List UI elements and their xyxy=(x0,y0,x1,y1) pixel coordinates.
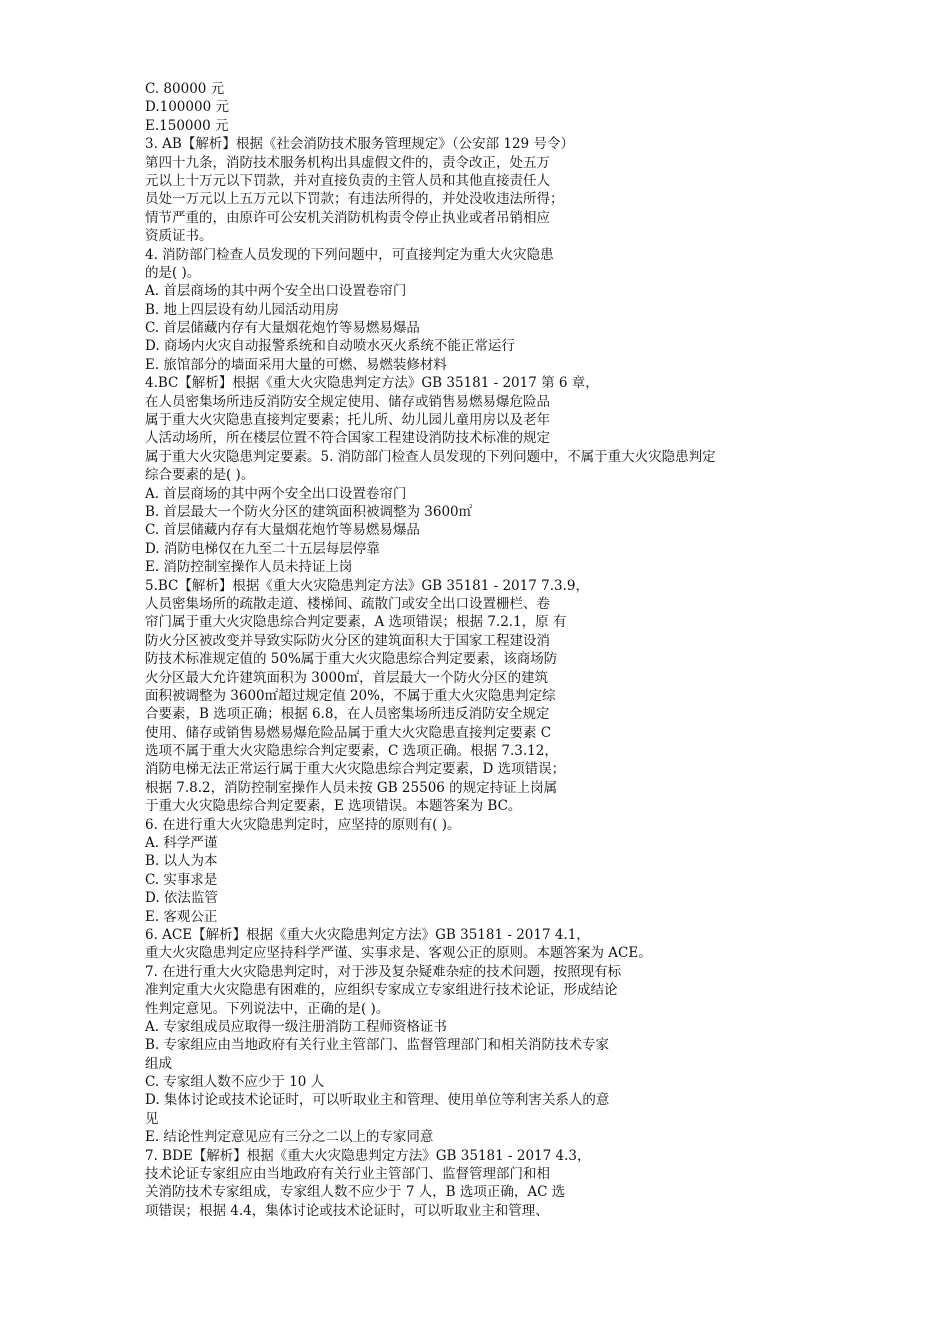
text-line: 第四十九条，消防技术服务机构出具虚假文件的，责令改正，处五万 xyxy=(145,154,550,171)
text-line: 项错误；根据 4.4，集体讨论或技术论证时，可以听取业主和管理、 xyxy=(145,1202,549,1219)
text-line: E. 客观公正 xyxy=(145,908,218,925)
text-line: 消防电梯无法正常运行属于重大火灾隐患综合判定要素，D 选项错误； xyxy=(145,761,566,778)
text-line: D.100000 元 xyxy=(145,99,229,116)
text-line: 在人员密集场所违反消防安全规定使用、储存或销售易燃易爆危险品 xyxy=(145,393,550,410)
text-line: A. 首层商场的其中两个安全出口设置卷帘门 xyxy=(145,283,407,300)
text-line: D. 消防电梯仅在九至二十五层每层停靠 xyxy=(145,540,380,557)
text-line: 资质证书。 xyxy=(145,228,213,245)
text-line: 6. 在进行重大火灾隐患判定时，应坚持的原则有( )。 xyxy=(145,816,461,833)
text-line: 面积被调整为 3600㎡超过规定值 20%，不属于重大火灾隐患判定综 xyxy=(145,687,556,704)
text-line: 员处一万元以上五万元以下罚款；有违法所得的，并处没收违法所得； xyxy=(145,191,564,208)
text-line: A. 首层商场的其中两个安全出口设置卷帘门 xyxy=(145,485,407,502)
text-line: 4.BC【解析】根据《重大火灾隐患判定方法》GB 35181 - 2017 第 6 章， xyxy=(145,375,599,392)
text-line: B. 专家组应由当地政府有关行业主管部门、监督管理部门和相关消防技术专家 xyxy=(145,1037,610,1054)
text-line: B. 地上四层设有幼儿园活动用房 xyxy=(145,301,340,318)
text-line: E. 消防控制室操作人员未持证上岗 xyxy=(145,559,353,576)
text-line: 7. 在进行重大火灾隐患判定时，对于涉及复杂疑难杂症的技术问题，按照现有标 xyxy=(145,963,622,980)
text-line: 组成 xyxy=(145,1055,172,1072)
text-line: D. 依法监管 xyxy=(145,890,218,907)
text-line: 的是( )。 xyxy=(145,264,201,281)
text-line: 火分区最大允许建筑面积为 3000㎡，首层最大一个防火分区的建筑 xyxy=(145,669,549,686)
text-line: C. 80000 元 xyxy=(145,81,225,97)
text-line: C. 首层储藏内存有大量烟花炮竹等易燃易爆品 xyxy=(145,522,420,539)
text-line: C. 专家组人数不应少于 10 人 xyxy=(145,1074,325,1091)
text-line: 7. BDE【解析】根据《重大火灾隐患判定方法》GB 35181 - 2017 4.3， xyxy=(145,1147,591,1164)
text-line: 人活动场所，所在楼层位置不符合国家工程建设消防技术标准的规定 xyxy=(145,430,550,447)
text-line: D. 商场内火灾自动报警系统和自动喷水灭火系统不能正常运行 xyxy=(145,338,515,355)
text-line: A. 科学严谨 xyxy=(145,835,218,852)
text-line: 属于重大火灾隐患直接判定要素；托儿所、幼儿园儿童用房以及老年 xyxy=(145,412,550,429)
text-line: E. 旅馆部分的墙面采用大量的可燃、易燃装修材料 xyxy=(145,356,447,373)
text-line: 防火分区被改变并导致实际防火分区的建筑面积大于国家工程建设消 xyxy=(145,632,550,649)
text-line: 性判定意见。下列说法中，正确的是( )。 xyxy=(145,1000,390,1017)
text-line: 综合要素的是( )。 xyxy=(145,467,255,484)
text-line: 选项不属于重大火灾隐患综合判定要素，C 选项正确。根据 7.3.12， xyxy=(145,743,558,760)
text-line: 准判定重大火灾隐患有困难的，应组织专家成立专家组进行技术论证，形成结论 xyxy=(145,982,618,999)
text-line: 人员密集场所的疏散走道、楼梯间、疏散门或安全出口设置栅栏、卷 xyxy=(145,595,550,612)
text-line: 重大火灾隐患判定应坚持科学严谨、实事求是、客观公正的原则。本题答案为 ACE。 xyxy=(145,945,652,962)
document-page xyxy=(145,80,865,1220)
text-line: 4. 消防部门检查人员发现的下列问题中，可直接判定为重大火灾隐患 xyxy=(145,246,554,263)
text-line: 根据 7.8.2，消防控制室操作人员未按 GB 25506 的规定持证上岗属 xyxy=(145,779,558,796)
text-line: 关消防技术专家组成，专家组人数不应少于 7 人，B 选项正确，AC 选 xyxy=(145,1184,566,1201)
text-line: 于重大火灾隐患综合判定要素，E 选项错误。本题答案为 BC。 xyxy=(145,798,522,815)
text-line: B. 以人为本 xyxy=(145,853,218,870)
text-line: 见 xyxy=(145,1110,159,1127)
text-line: E. 结论性判定意见应有三分之二以上的专家同意 xyxy=(145,1129,434,1146)
text-line: 技术论证专家组应由当地政府有关行业主管部门、监督管理部门和相 xyxy=(145,1166,550,1183)
text-line: 6. ACE【解析】根据《重大火灾隐患判定方法》GB 35181 - 2017 4.1， xyxy=(145,926,590,943)
text-line: 5.BC【解析】根据《重大火灾隐患判定方法》GB 35181 - 2017 7.3.9， xyxy=(145,577,589,594)
text-line: A. 专家组成员应取得一级注册消防工程师资格证书 xyxy=(145,1018,447,1035)
text-line: C. 实事求是 xyxy=(145,871,218,888)
text-line: 属于重大火灾隐患判定要素。5. 消防部门检查人员发现的下列问题中，不属于重大火灾隐患判定 xyxy=(145,448,716,465)
text-line: 帘门属于重大火灾隐患综合判定要素，A 选项错误；根据 7.2.1，原 有 xyxy=(145,614,567,631)
text-line: B. 首层最大一个防火分区的建筑面积被调整为 3600㎡ xyxy=(145,503,473,520)
text-line: D. 集体讨论或技术论证时，可以听取业主和管理、使用单位等利害关系人的意 xyxy=(145,1092,610,1109)
text-line: C. 首层储藏内存有大量烟花炮竹等易燃易爆品 xyxy=(145,320,420,337)
text-line: 防技术标准规定值的 50%属于重大火灾隐患综合判定要素，该商场防 xyxy=(145,651,558,668)
text-line: 使用、储存或销售易燃易爆危险品属于重大火灾隐患直接判定要素 C xyxy=(145,724,552,741)
text-line: E.150000 元 xyxy=(145,117,229,134)
text-line: 元以上十万元以下罚款，并对直接负责的主管人员和其他直接责任人 xyxy=(145,172,550,189)
text-line: 合要素，B 选项正确；根据 6.8，在人员密集场所违反消防安全规定 xyxy=(145,706,550,723)
text-line: 3. AB【解析】根据《社会消防技术服务管理规定》（公安部 129 号令） xyxy=(145,136,574,153)
text-line: 情节严重的，由原许可公安机关消防机构责令停止执业或者吊销相应 xyxy=(145,209,550,226)
